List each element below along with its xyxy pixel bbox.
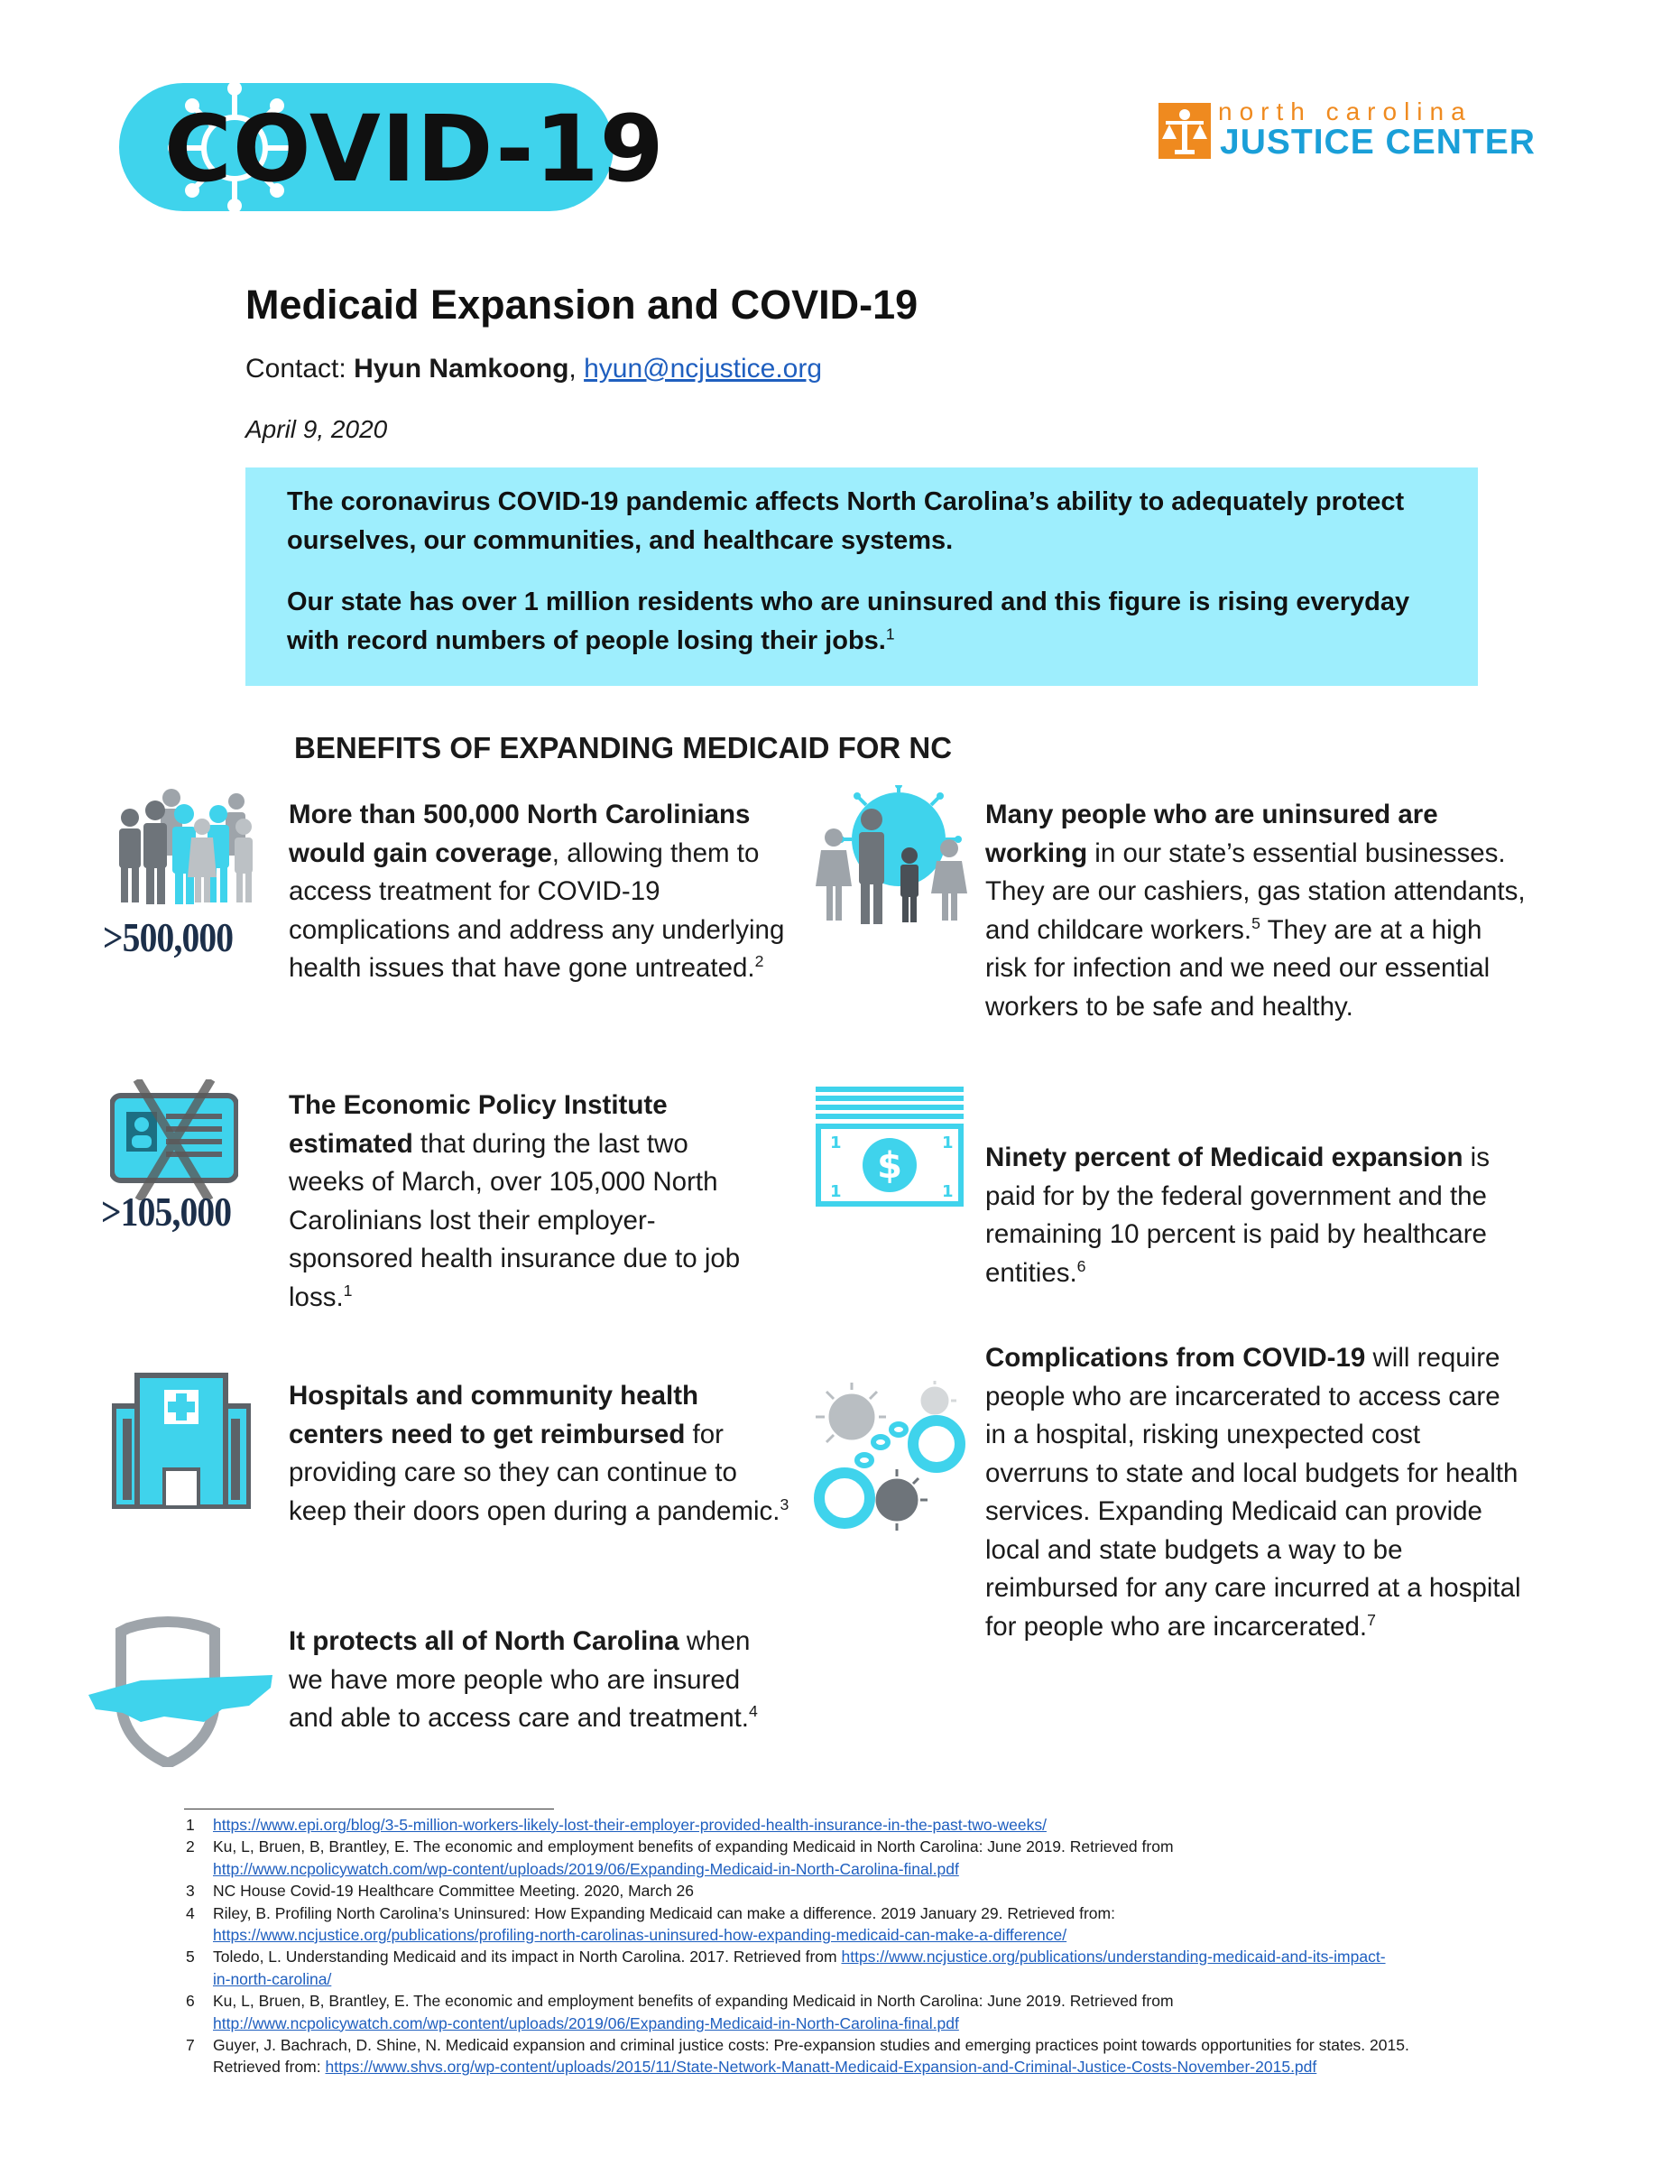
footnote-ref[interactable]: 5 xyxy=(1251,913,1260,932)
footnote-text: Riley, B. Profiling North Carolina’s Uninsured: How Expanding Medicaid can make a difference. 2019 January 29. Retrieved from: xyxy=(213,1903,1115,1922)
handcuffs-virus-icon xyxy=(810,1381,973,1534)
callout-p2-text: Our state has over 1 million residents who are uninsured and this figure is rising everyday with record numbers of people losing their jobs. xyxy=(287,588,1410,655)
benefit-body: when we have more people who are insured and able to access care and treatment. xyxy=(289,1626,751,1733)
callout-paragraph-2 xyxy=(287,583,1460,661)
footnote-number: 6 xyxy=(186,1992,195,2011)
footnote-line xyxy=(213,1968,331,1990)
footnote-ref[interactable]: 7 xyxy=(1367,1610,1376,1629)
benefit-body: that during the last two weeks of March, over 105,000 North Carolinians lost their employer-sponsored health insurance due to job loss. xyxy=(289,1128,741,1312)
scales-of-justice-icon xyxy=(1158,103,1211,159)
footnote-text: Retrieved from: xyxy=(213,2058,326,2077)
benefit-bold: The Economic Policy Institute estimated xyxy=(289,1090,668,1159)
badge-title: COVID-19 xyxy=(164,96,665,203)
coverage-stat: >500,000 xyxy=(103,914,234,960)
org-name-bottom: JUSTICE CENTER xyxy=(1220,123,1536,162)
contact-email-link[interactable]: hyun@ncjustice.org xyxy=(584,354,823,384)
footnote-ref[interactable]: 4 xyxy=(749,1702,758,1721)
footnote-ref[interactable]: 3 xyxy=(780,1495,789,1513)
crossed-id-card-icon xyxy=(110,1079,238,1200)
benefit-epi-text xyxy=(289,1087,758,1317)
hospital-icon xyxy=(112,1370,251,1509)
footnote-line xyxy=(213,1946,1386,1967)
footnote-number: 1 xyxy=(186,1816,195,1834)
footnote-number: 2 xyxy=(186,1837,195,1856)
benefit-body: , allowing them to access treatment for COVID-19 complications and address any underlying health issues that have gone untreated. xyxy=(289,838,785,983)
benefit-federal-text xyxy=(985,1139,1527,1292)
benefit-body: is paid for by the federal government and the remaining 10 percent is paid by healthcare entities. xyxy=(985,1143,1490,1288)
footnote-link[interactable]: https://www.shvs.org/wp-content/uploads/2015/11/State-Network-Manatt-Medicaid-Expansion-and-Criminal-Justice-Costs-November-2015.pdf xyxy=(325,2058,1317,2077)
document-date: April 9, 2020 xyxy=(245,415,388,443)
covid-19-badge xyxy=(119,83,665,211)
footnote-ref[interactable]: 1 xyxy=(885,625,895,643)
footnote-text: NC House Covid-19 Healthcare Committee Meeting. 2020, March 26 xyxy=(213,1882,695,1901)
contact-label: Contact: xyxy=(245,354,355,384)
svg-text:1: 1 xyxy=(942,1134,954,1152)
benefit-hospitals-text xyxy=(289,1377,794,1531)
benefit-bold: Many people who are uninsured are working xyxy=(985,800,1438,868)
page-title: Medicaid Expansion and COVID-19 xyxy=(245,282,918,328)
footnote-link[interactable]: http://www.ncpolicywatch.com/wp-content/uploads/2019/06/Expanding-Medicaid-in-North-Carolina-final.pdf xyxy=(213,1859,959,1878)
footnote-link[interactable]: https://www.ncjustice.org/publications/profiling-north-carolinas-uninsured-how-expanding-medicaid-can-make-a-difference/ xyxy=(213,1926,1067,1944)
svg-text:1: 1 xyxy=(830,1182,842,1201)
contact-separator: , xyxy=(568,354,585,384)
footnote-link[interactable]: https://www.epi.org/blog/3-5-million-workers-likely-lost-their-employer-provided-health-insurance-in-the-past-two-weeks/ xyxy=(213,1816,1047,1834)
footnote-line xyxy=(213,1836,1174,1857)
footnote-line xyxy=(213,1924,1066,1946)
footnote-link[interactable]: http://www.ncpolicywatch.com/wp-content/uploads/2019/06/Expanding-Medicaid-in-North-Carolina-final.pdf xyxy=(213,2013,959,2032)
footnotes xyxy=(0,1814,1680,2157)
people-group-icon xyxy=(112,787,256,906)
footnote-line xyxy=(213,1858,959,1880)
footnote-ref[interactable]: 1 xyxy=(343,1281,353,1300)
svg-text:1: 1 xyxy=(942,1182,954,1201)
section-heading: BENEFITS OF EXPANDING MEDICAID FOR NC xyxy=(294,731,953,764)
benefit-bold: It protects all of North Carolina xyxy=(289,1626,679,1656)
benefit-body: in our state’s essential businesses. They are our cashiers, gas station attendants, and childcare workers. xyxy=(985,838,1526,945)
footnote-line xyxy=(213,1880,694,1902)
footnote-link[interactable]: https://www.ncjustice.org/publications/understanding-medicaid-and-its-impact- xyxy=(841,1948,1386,1967)
epi-stat: >105,000 xyxy=(101,1189,232,1235)
footnote-text: Ku, L, Bruen, B, Brantley, E. The economic and employment benefits of expanding Medicaid in North Carolina: June 2019. Retrieved from xyxy=(213,1837,1174,1856)
dollar-bill-icon xyxy=(816,1087,964,1208)
benefit-body-cont: They are at a high risk for infection and we need our essential workers to be safe and healthy. xyxy=(985,914,1491,1022)
org-name-top: north carolina xyxy=(1218,97,1472,125)
contact-line xyxy=(245,354,822,384)
footnote-number: 5 xyxy=(186,1948,195,1967)
benefit-coverage-text xyxy=(289,796,794,988)
benefit-bold: Hospitals and community health centers need to get reimbursed xyxy=(289,1381,699,1449)
benefit-bold: More than 500,000 North Carolinians would gain coverage xyxy=(289,800,751,868)
footnote-line xyxy=(213,2056,1316,2078)
contact-name: Hyun Namkoong xyxy=(354,354,569,384)
footnote-line xyxy=(213,1814,1047,1836)
footnote-line xyxy=(213,2013,959,2034)
footnote-text: Ku, L, Bruen, B, Brantley, E. The economic and employment benefits of expanding Medicaid in North Carolina: June 2019. Retrieved from xyxy=(213,1992,1174,2011)
benefit-bold: Ninety percent of Medicaid expansion xyxy=(985,1143,1463,1172)
footnote-line xyxy=(213,1990,1174,2012)
footnote-text: Guyer, J. Bachrach, D. Shine, N. Medicaid expansion and criminal justice costs: Pre-expansion studies and emerging practices point towards opportunities for states. 2015. xyxy=(213,2036,1409,2054)
intro-callout xyxy=(245,467,1478,686)
family-virus-icon xyxy=(816,785,971,930)
shield-north-carolina-icon xyxy=(87,1615,272,1767)
svg-text:1: 1 xyxy=(830,1134,842,1152)
benefit-incarcerated-text xyxy=(985,1339,1527,1646)
footnote-ref[interactable]: 2 xyxy=(754,952,764,971)
footnote-text: Toledo, L. Understanding Medicaid and its impact in North Carolina. 2017. Retrieved from xyxy=(213,1948,842,1967)
benefit-workers-text xyxy=(985,796,1527,1026)
footnote-line xyxy=(213,1902,1115,1924)
callout-paragraph-1: The coronavirus COVID-19 pandemic affects North Carolina’s ability to adequately protect ourselves, our communities, and healthcare systems. xyxy=(287,487,1405,555)
footnote-line xyxy=(213,2034,1409,2056)
footnote-ref[interactable]: 6 xyxy=(1076,1256,1086,1275)
benefit-body: will require people who are incarcerated to access care in a hospital, risking unexpected cost overruns to state and local budgets for health services. Expanding Medicaid can provide local and state budgets a way to be reimbursed for any care incurred at a hospital for people who are incarcerated. xyxy=(985,1343,1521,1642)
footnote-number: 7 xyxy=(186,2036,195,2054)
footnote-number: 4 xyxy=(186,1903,195,1922)
ncjc-logo xyxy=(1158,97,1583,164)
footnote-number: 3 xyxy=(186,1882,195,1901)
footnote-link[interactable]: in-north-carolina/ xyxy=(213,1969,332,1988)
svg-text:$: $ xyxy=(877,1145,902,1187)
benefit-protects-text xyxy=(289,1623,776,1738)
benefit-bold: Complications from COVID-19 xyxy=(985,1343,1366,1373)
benefit-body: for providing care so they can continue to keep their doors open during a pandemic. xyxy=(289,1419,780,1526)
